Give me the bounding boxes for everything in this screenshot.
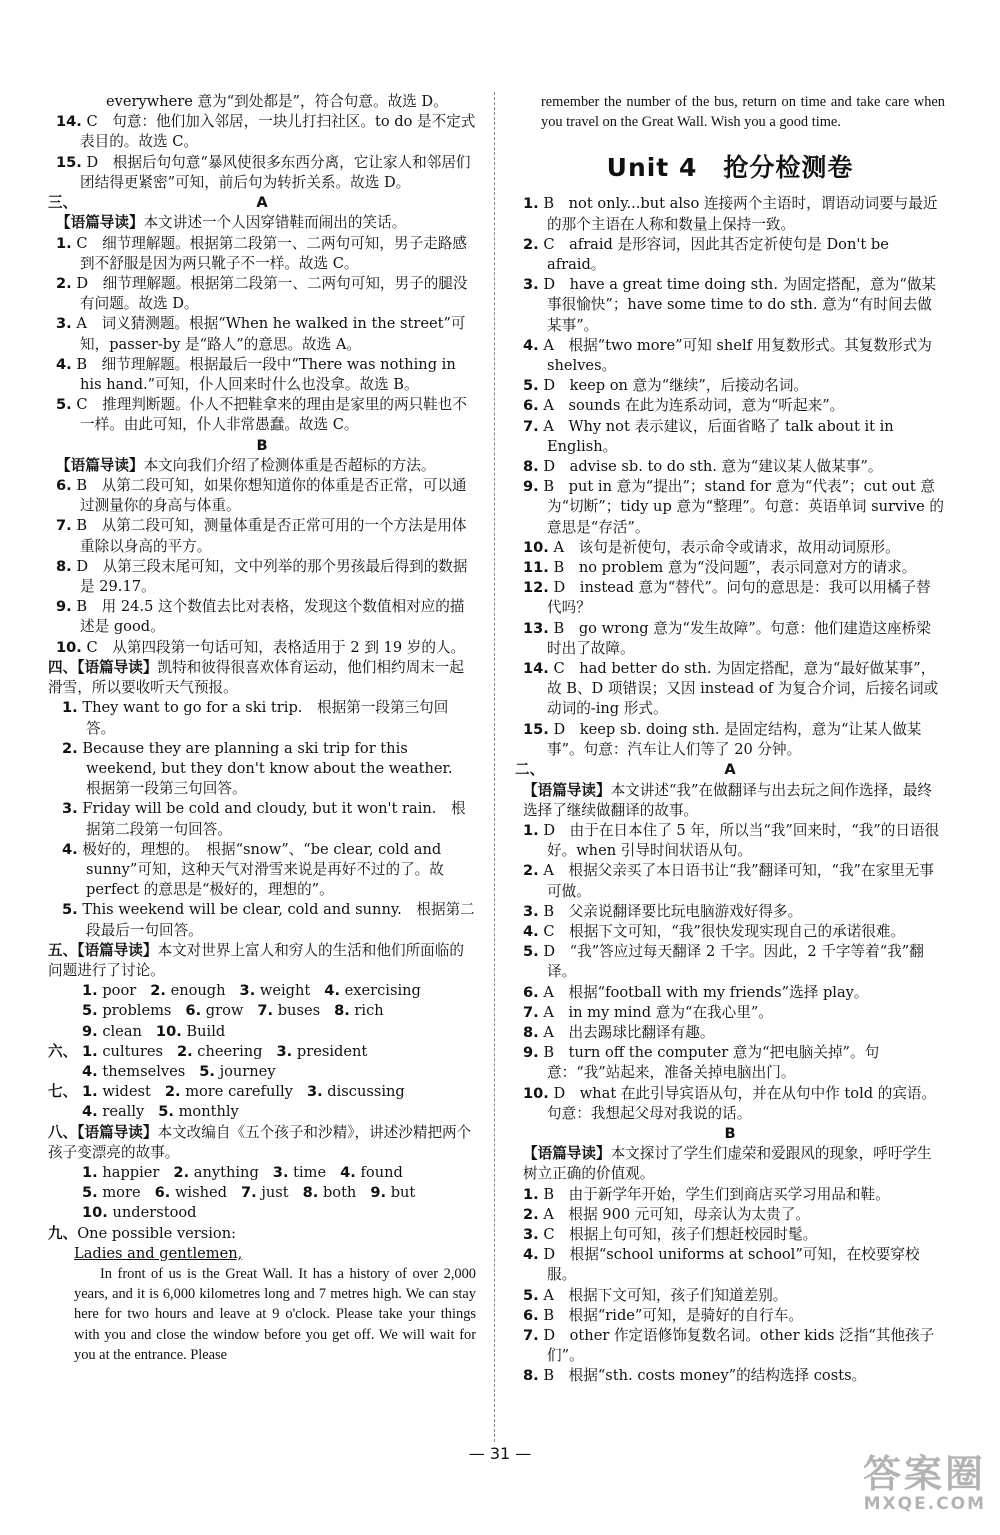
answer-text: D advise sb. to do sth. 意为“建议某人做某事”。 xyxy=(543,458,883,476)
answer-number: 2. xyxy=(62,739,78,757)
word-text: journey xyxy=(219,1062,276,1080)
answer-number: 1. xyxy=(523,821,539,839)
answer-item xyxy=(48,900,476,940)
answer-row xyxy=(48,1022,476,1042)
answer-number: 1. xyxy=(523,1185,539,1203)
word-answer xyxy=(156,1022,225,1042)
answer-text: C 细节理解题。根据第二段第一、二两句可知，男子走路感到不舒服是因为两只靴子不一样。故选 C。 xyxy=(76,234,467,272)
page-number: — 31 — xyxy=(468,1444,532,1463)
answer-text: A 词义猜测题。根据“When he walked in the street”可知，passer-by 是“路人”的意思。故选 A。 xyxy=(76,315,466,353)
answer-item xyxy=(48,476,476,516)
word-number: 10. xyxy=(82,1204,108,1222)
word-number: 3. xyxy=(276,1042,293,1060)
word-text: really xyxy=(102,1103,145,1121)
answer-row xyxy=(48,981,476,1001)
word-answer xyxy=(257,1001,320,1021)
answer-text: B 根据“ride”可知，是骑好的自行车。 xyxy=(543,1306,803,1324)
word-answer xyxy=(82,1102,144,1122)
answer-text: A 根据“two more”可知 shelf 用复数形式。其复数形式为 shelves。 xyxy=(543,336,932,375)
section-8-guide: 八、【语篇导读】本文改编自《五个孩子和沙精》，讲述沙精把两个孩子变漂亮的故事。 xyxy=(48,1123,472,1161)
answer-row xyxy=(48,1183,476,1203)
word-text: enough xyxy=(170,982,226,1000)
word-number: 6. xyxy=(154,1184,171,1202)
answer-item xyxy=(515,275,945,336)
answer-number: 15. xyxy=(56,153,82,171)
word-answer xyxy=(158,1102,239,1122)
answer-item xyxy=(515,1043,945,1083)
word-text: clean xyxy=(102,1022,142,1040)
word-number: 3. xyxy=(239,982,256,1000)
answer-item xyxy=(515,1003,945,1023)
unit-title: Unit 4 抢分检测卷 xyxy=(606,153,854,183)
answer-number: 8. xyxy=(523,458,539,476)
answer-item xyxy=(48,739,476,800)
word-answer xyxy=(185,1001,243,1021)
answer-number: 3. xyxy=(523,1225,539,1243)
section-3-part-a-heading: A xyxy=(256,194,268,212)
word-answer xyxy=(82,1183,141,1203)
word-text: Build xyxy=(186,1022,226,1040)
word-number: 2. xyxy=(173,1163,190,1181)
answer-number: 4. xyxy=(62,840,78,858)
answer-number: 10. xyxy=(56,638,82,656)
answer-text: A 根据 900 元可知，母亲认为太贵了。 xyxy=(543,1205,810,1223)
word-answer xyxy=(82,981,136,1001)
answer-text: D 由于在日本住了 5 年，所以当“我”回来时，“我”的日语很好。when 引导时间状语从句。 xyxy=(543,821,940,860)
word-number: 4. xyxy=(340,1163,356,1181)
word-text: anything xyxy=(193,1163,259,1181)
answer-item xyxy=(515,861,945,901)
word-text: just xyxy=(261,1184,289,1202)
answer-number: 9. xyxy=(523,478,539,496)
section-2-header: 二、 xyxy=(515,761,545,779)
answer-number: 5. xyxy=(62,901,78,919)
word-text: monthly xyxy=(178,1103,239,1121)
word-answer xyxy=(82,1042,163,1062)
answer-item xyxy=(48,597,476,637)
column-divider xyxy=(494,92,495,1442)
answer-item xyxy=(515,983,945,1003)
answer-number: 7. xyxy=(56,517,72,535)
answer-text: This weekend will be clear, cold and sunny. 根据第二段最后一句回答。 xyxy=(82,901,475,939)
answer-item xyxy=(515,1023,945,1043)
answer-number: 11. xyxy=(523,559,549,577)
answer-number: 14. xyxy=(523,660,549,678)
answer-text: They want to go for a ski trip. 根据第一段第三句回答。 xyxy=(82,699,449,737)
answer-item xyxy=(515,720,945,760)
word-text: weight xyxy=(259,982,311,1000)
answer-text: B 用 24.5 这个数值去比对表格，发现这个数值相对应的描述是 good。 xyxy=(76,598,465,636)
answer-number: 7. xyxy=(523,417,539,435)
word-number: 1. xyxy=(82,1163,98,1181)
answer-number: 1. xyxy=(62,699,78,717)
word-text: cheering xyxy=(197,1042,263,1060)
answer-text: B not only...but also 连接两个主语时，谓语动词要与最近的那个主语在人称和数量上保持一致。 xyxy=(543,195,938,233)
answer-row xyxy=(48,1163,476,1183)
word-number: 5. xyxy=(82,1184,98,1202)
answer-number: 13. xyxy=(523,619,549,637)
word-number: 6. xyxy=(185,1002,202,1020)
answer-item xyxy=(515,376,945,396)
answer-text: A sounds 在此为连系动词，意为“听起来”。 xyxy=(543,397,845,415)
answer-number: 9. xyxy=(523,1044,539,1062)
answer-item xyxy=(515,396,945,416)
word-number: 1. xyxy=(82,982,98,1000)
word-number: 8. xyxy=(302,1184,319,1202)
word-text: discussing xyxy=(327,1083,405,1101)
answer-text: C 根据上句可知，孩子们想赶校园时髦。 xyxy=(543,1225,818,1243)
carryover-line: everywhere 意为“到处都是”，符合句意。故选 D。 xyxy=(106,93,448,110)
word-text: widest xyxy=(102,1083,151,1101)
word-text: happier xyxy=(102,1163,160,1181)
answer-row xyxy=(48,1082,476,1102)
word-answer xyxy=(82,1001,171,1021)
word-number: 9. xyxy=(370,1184,387,1202)
answer-number: 1. xyxy=(56,234,72,252)
answer-text: B go wrong 意为“发生故障”。句意：他们建造这座桥梁时出了故障。 xyxy=(547,619,931,657)
answer-text: D other 作定语修饰复数名词。other kids 泛指“其他孩子们”。 xyxy=(543,1326,935,1365)
answer-item xyxy=(515,336,945,376)
section-3b-reading-guide: 【语篇导读】本文向我们介绍了检测体重是否超标的方法。 xyxy=(56,456,436,474)
section-3-part-b-heading: B xyxy=(256,436,268,454)
word-text: found xyxy=(360,1163,403,1181)
word-number: 5. xyxy=(199,1062,215,1080)
word-answer xyxy=(370,1183,415,1203)
word-text: more xyxy=(102,1184,141,1202)
answer-number: 6. xyxy=(523,1306,539,1324)
answer-number: 12. xyxy=(523,579,549,597)
watermark-text-url: MXQE.COM xyxy=(863,1494,986,1514)
word-answer xyxy=(307,1082,405,1102)
answer-item xyxy=(515,1306,945,1326)
word-number: 8. xyxy=(334,1002,350,1020)
answer-item xyxy=(515,1245,945,1285)
word-answer xyxy=(324,981,421,1001)
answer-text: Friday will be cold and cloudy, but it won't rain. 根据第二段第一句回答。 xyxy=(82,800,466,838)
word-text: themselves xyxy=(102,1062,186,1080)
word-answer xyxy=(241,1183,289,1203)
answer-text: A 该句是祈使句，表示命令或请求，故用动词原形。 xyxy=(553,538,900,556)
answer-number: 3. xyxy=(56,315,72,333)
answer-text: B 父亲说翻译要比玩电脑游戏好得多。 xyxy=(543,902,803,920)
word-answer xyxy=(82,1163,159,1183)
answer-item xyxy=(515,1225,945,1245)
essay-body: In front of us is the Great Wall. It has a history of over 2,000 years, and it is 6,000 kilometres long and 7 metres high. We can stay here for two hours and leave at 9 o'clock. Please take your things with you and close the window before you get off. We will wait for you at the entrance. Please xyxy=(74,1265,476,1363)
word-text: cultures xyxy=(102,1042,163,1060)
answer-text: A 根据“football with my friends”选择 play。 xyxy=(543,983,869,1001)
word-answer xyxy=(177,1042,263,1062)
answer-row xyxy=(48,1042,476,1062)
answer-number: 5. xyxy=(523,1286,539,1304)
answer-text: D instead 意为“替代”。问句的意思是：我可以用橘子替代吗？ xyxy=(547,579,931,617)
word-text: problems xyxy=(102,1002,172,1020)
section-label: 六、 xyxy=(48,1042,78,1060)
word-text: both xyxy=(322,1184,357,1202)
word-answer xyxy=(82,1022,142,1042)
answer-text: 极好的，理想的。 根据“snow”、“be clear, cold and sunny”可知，这种天气对滑雪来说是再好不过的了。故 perfect 的意思是“极好的，理想的”。 xyxy=(82,840,444,899)
word-number: 4. xyxy=(82,1103,98,1121)
answer-item xyxy=(515,578,945,618)
answer-text: C afraid 是形容词，因此其否定祈使句是 Don't be afraid。 xyxy=(543,235,889,274)
answer-number: 6. xyxy=(523,983,539,1001)
word-answer xyxy=(82,1082,151,1102)
answer-text: B 根据“sth. costs money”的结构选择 costs。 xyxy=(543,1367,867,1385)
answer-item xyxy=(48,698,476,738)
section-2a-reading-guide: 【语篇导读】本文讲述“我”在做翻译与出去玩之间作选择，最终选择了继续做翻译的故事。 xyxy=(523,781,932,819)
word-number: 1. xyxy=(82,1042,98,1060)
answer-number: 10. xyxy=(523,538,549,556)
answer-number: 9. xyxy=(56,598,72,616)
answer-number: 5. xyxy=(523,377,539,395)
section-label: 七、 xyxy=(48,1083,78,1101)
answer-number: 10. xyxy=(523,1084,549,1102)
answer-item xyxy=(48,395,476,435)
word-answer xyxy=(199,1062,275,1082)
answer-number: 3. xyxy=(62,800,78,818)
answer-text: C 根据下文可知，“我”很快发现实现自己的承诺很难。 xyxy=(543,922,906,940)
word-number: 5. xyxy=(158,1103,174,1121)
answer-number: 5. xyxy=(523,943,539,961)
word-text: grow xyxy=(205,1002,244,1020)
answer-item xyxy=(48,840,476,901)
answer-text: C 推理判断题。仆人不把鞋拿来的理由是家里的两只鞋也不一样。由此可知，仆人非常愚蠢。故选 C。 xyxy=(76,396,467,434)
word-answer xyxy=(155,1183,227,1203)
answer-number: 3. xyxy=(523,902,539,920)
answer-number: 1. xyxy=(523,195,539,213)
word-number: 7. xyxy=(240,1184,257,1202)
answer-number: 8. xyxy=(523,1367,539,1385)
word-text: president xyxy=(296,1042,368,1060)
answer-item xyxy=(515,659,945,720)
answer-item xyxy=(515,922,945,942)
word-text: understood xyxy=(112,1204,197,1222)
word-answer xyxy=(277,1042,368,1062)
answer-text: C 从第四段第一句话可知，表格适用于 2 到 19 岁的人。 xyxy=(86,638,466,656)
answer-item xyxy=(515,1185,945,1205)
answer-number: 2. xyxy=(56,275,72,293)
answer-text: D keep sb. doing sth. 是固定结构，意为“让某人做某事”。句意：汽车让人们等了 20 分钟。 xyxy=(547,720,922,758)
answer-text: A 出去踢球比翻译有趣。 xyxy=(543,1023,715,1041)
answer-text: A 根据父亲买了本日语书让“我”翻译可知，“我”在家里无事可做。 xyxy=(543,862,934,900)
answer-text: D 根据后句句意“暴风使很多东西分离，它让家人和邻居们团结得更紧密”可知，前后句为转折关系。故选 D。 xyxy=(80,153,471,191)
answer-text: C had better do sth. 为固定搭配，意为“最好做某事”，故 B、D 项错误；又因 instead of 为复合介词，后接名词或动词的-ing 形式。 xyxy=(547,660,939,718)
section-4-guide: 四、【语篇导读】凯特和彼得很喜欢体育运动，他们相约周末一起滑雪，所以要收听天气预报。 xyxy=(48,658,464,697)
word-text: buses xyxy=(277,1002,321,1020)
answer-item xyxy=(48,557,476,597)
answer-item xyxy=(48,274,476,314)
answer-item xyxy=(515,417,945,457)
word-answer xyxy=(303,1183,357,1203)
answer-item xyxy=(515,1205,945,1225)
answer-number: 4. xyxy=(56,355,72,373)
word-text: rich xyxy=(354,1002,384,1020)
answer-text: B 由于新学年开始，学生们到商店买学习用品和鞋。 xyxy=(543,1185,890,1203)
answer-text: D 从第三段末尾可知，文中列举的那个男孩最后得到的数据是 29.17。 xyxy=(76,557,468,596)
answer-item xyxy=(515,1084,945,1124)
answer-item xyxy=(48,112,476,152)
answer-number: 14. xyxy=(56,113,82,131)
answer-item xyxy=(48,355,476,395)
answer-text: A 根据下文可知，孩子们知道差别。 xyxy=(543,1286,788,1304)
answer-row xyxy=(48,1001,476,1021)
answer-number: 7. xyxy=(523,1003,539,1021)
answer-text: B turn off the computer 意为“把电脑关掉”。句意：“我”站起来，准备关掉电脑出门。 xyxy=(543,1044,880,1082)
word-answer xyxy=(273,1163,326,1183)
word-text: wished xyxy=(174,1184,227,1202)
word-number: 10. xyxy=(155,1022,182,1040)
watermark-text-cn: 答案圈 xyxy=(862,1452,986,1496)
answer-item xyxy=(48,234,476,274)
answer-number: 2. xyxy=(523,235,539,253)
answer-number: 2. xyxy=(523,1205,539,1223)
word-text: poor xyxy=(102,982,137,1000)
answer-item xyxy=(515,457,945,477)
word-number: 4. xyxy=(82,1062,98,1080)
answer-item xyxy=(515,942,945,982)
answer-text: D “我”答应过每天翻译 2 千字。因此，2 千字等着“我”翻译。 xyxy=(543,943,924,981)
section-2b-reading-guide: 【语篇导读】本文探讨了学生们虚荣和爱跟风的现象，呼吁学生树立正确的价值观。 xyxy=(523,1145,932,1183)
answer-text: Because they are planning a ski trip for this weekend, but they don't know about the weather. 根据第一段第三句回答。 xyxy=(82,739,468,798)
answer-item xyxy=(515,821,945,861)
word-text: more carefully xyxy=(185,1083,293,1101)
answer-item xyxy=(515,235,945,275)
word-number: 1. xyxy=(82,1083,98,1101)
answer-item xyxy=(515,558,945,578)
answer-text: A Why not 表示建议，后面省略了 talk about it in English。 xyxy=(543,417,894,455)
section-5-guide: 五、【语篇导读】本文对世界上富人和穷人的生活和他们所面临的问题进行了讨论。 xyxy=(48,941,464,979)
word-number: 5. xyxy=(82,1002,98,1020)
word-number: 9. xyxy=(82,1022,98,1040)
answer-item xyxy=(515,477,945,538)
answer-number: 8. xyxy=(523,1023,539,1041)
word-text: exercising xyxy=(344,982,421,1000)
answer-number: 15. xyxy=(523,720,549,738)
answer-text: D 细节理解题。根据第二段第一、二两句可知，男子的腿没有问题。故选 D。 xyxy=(76,275,468,313)
answer-number: 6. xyxy=(56,477,72,495)
essay-continuation: remember the number of the bus, return on time and take care when you travel on the Great Wall. Wish you a good time. xyxy=(541,94,945,131)
word-number: 7. xyxy=(257,1002,274,1020)
answer-number: 3. xyxy=(523,276,539,294)
answer-item xyxy=(515,1366,945,1386)
answer-text: D keep on 意为“继续”，后接动名词。 xyxy=(543,377,809,395)
word-text: but xyxy=(390,1184,416,1202)
word-answer xyxy=(165,1082,293,1102)
word-number: 3. xyxy=(306,1083,323,1101)
section-3-header: 三、 xyxy=(48,194,78,212)
answer-text: B no problem 意为“没问题”，表示同意对方的请求。 xyxy=(553,559,917,577)
word-answer xyxy=(82,1062,185,1082)
answer-item xyxy=(515,194,945,234)
word-answer xyxy=(334,1001,384,1021)
watermark-logo xyxy=(796,1443,986,1525)
answer-number: 7. xyxy=(523,1326,539,1344)
word-number: 2. xyxy=(164,1083,181,1101)
answer-text: C 句意：他们加入邻居，一块儿打扫社区。to do 是不定式表目的。故选 C。 xyxy=(80,113,476,151)
answer-item xyxy=(48,314,476,354)
answer-text: B 从第二段可知，如果你想知道你的体重是否正常，可以通过测量你的身高与体重。 xyxy=(76,477,467,515)
answer-item xyxy=(48,638,476,658)
word-answer xyxy=(340,1163,403,1183)
answer-item xyxy=(48,153,476,193)
word-number: 2. xyxy=(150,982,166,1000)
answer-text: D what 在此引导宾语从句，并在从句中作 told 的宾语。句意：我想起父母对我说的话。 xyxy=(547,1084,937,1122)
right-column xyxy=(515,92,945,1387)
section-2-part-a-heading: A xyxy=(724,761,736,779)
answer-text: B 从第二段可知，测量体重是否正常可用的一个方法是用体重除以身高的平方。 xyxy=(76,517,467,555)
answer-item xyxy=(48,799,476,839)
answer-number: 4. xyxy=(523,336,539,354)
answer-number: 4. xyxy=(523,1246,539,1264)
word-number: 4. xyxy=(324,982,340,1000)
word-text: time xyxy=(293,1163,327,1181)
word-answer xyxy=(82,1203,197,1223)
answer-text: D 根据“school uniforms at school”可知，在校要穿校服。 xyxy=(543,1246,920,1284)
word-number: 2. xyxy=(176,1042,193,1060)
answer-item xyxy=(48,516,476,556)
answer-row xyxy=(48,1062,476,1082)
answer-item xyxy=(515,538,945,558)
answer-text: B put in 意为“提出”；stand for 意为“代表”；cut out 意为“切断”；tidy up 意为“整理”。句意：英语单词 survive 的意思是“存活”。 xyxy=(543,478,945,536)
word-number: 3. xyxy=(272,1163,289,1181)
answer-item xyxy=(515,1286,945,1306)
word-answer xyxy=(173,1163,258,1183)
word-answer xyxy=(240,981,311,1001)
answer-text: B 细节理解题。根据最后一段中“There was nothing in his hand.”可知，仆人回来时什么也没拿。故选 B。 xyxy=(76,355,456,394)
answer-text: A in my mind 意为“在我心里”。 xyxy=(543,1003,773,1021)
left-column xyxy=(48,92,476,1365)
answer-text: D have a great time doing sth. 为固定搭配，意为“做某事很愉快”；have some time to do sth. 意为“有时间去做某事”。 xyxy=(543,276,937,334)
answer-number: 2. xyxy=(523,862,539,880)
answer-item xyxy=(515,1326,945,1366)
word-answer xyxy=(150,981,225,1001)
answer-row xyxy=(48,1203,476,1223)
answer-number: 8. xyxy=(56,557,72,575)
answer-number: 6. xyxy=(523,397,539,415)
answer-row xyxy=(48,1102,476,1122)
answer-number: 5. xyxy=(56,396,72,414)
section-9-header: 九、One possible version: xyxy=(48,1224,237,1242)
answer-number: 4. xyxy=(523,922,539,940)
answer-item xyxy=(515,619,945,659)
section-3a-reading-guide: 【语篇导读】本文讲述一个人因穿错鞋而闹出的笑话。 xyxy=(56,214,407,232)
section-2-part-b-heading: B xyxy=(724,1124,736,1142)
answer-item xyxy=(515,902,945,922)
essay-salutation: Ladies and gentlemen, xyxy=(74,1244,243,1262)
